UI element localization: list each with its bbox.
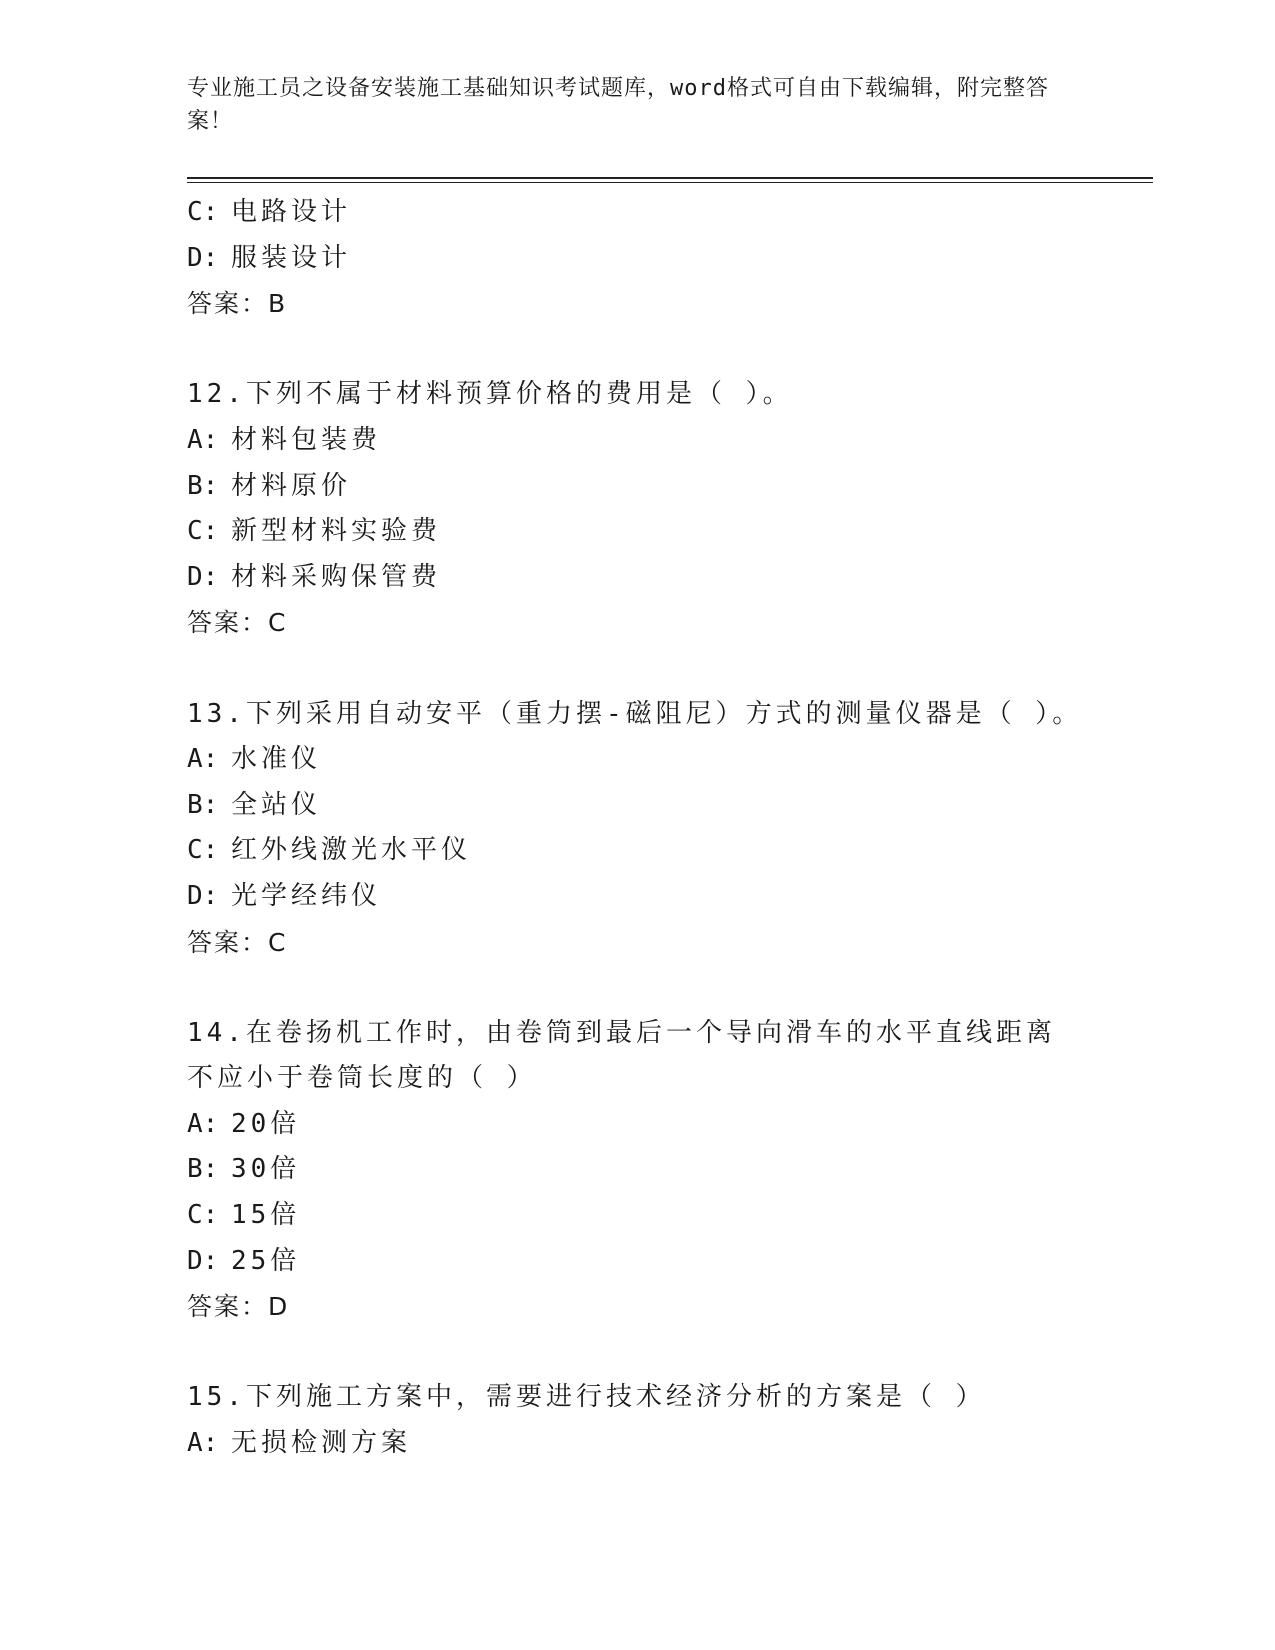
option-line — [187, 1239, 1087, 1285]
option-line — [187, 1193, 1087, 1239]
answer-line: 答案：C — [187, 608, 288, 638]
spacer — [187, 327, 1087, 373]
document-header: 专业施工员之设备安装施工基础知识考试题库，word格式可自由下载编辑，附完整答案！ — [187, 76, 1049, 134]
option-line — [187, 737, 1087, 783]
option-letter: C: — [187, 835, 219, 866]
option-letter: A: — [187, 424, 219, 455]
option-letter: D: — [187, 561, 219, 592]
answer-line: 答案：D — [187, 1292, 290, 1322]
option-text: 材料原价 — [231, 470, 352, 501]
question-stem: 14.在卷扬机工作时，由卷筒到最后一个导向滑车的水平直线距离不应小于卷筒长度的（ ） — [187, 1017, 1056, 1094]
spacer — [187, 646, 1087, 692]
option-letter: B: — [187, 789, 219, 820]
option-text: 25倍 — [231, 1245, 301, 1276]
spacer — [187, 1330, 1087, 1376]
option-letter: D: — [187, 242, 219, 273]
option-line — [187, 236, 1087, 282]
option-text: 15倍 — [231, 1200, 301, 1231]
option-text: 服装设计 — [231, 242, 352, 273]
option-line — [187, 509, 1087, 555]
option-line — [187, 555, 1087, 601]
option-text: 材料包装费 — [231, 424, 382, 455]
header-divider — [187, 177, 1153, 179]
answer-line: 答案：B — [187, 289, 288, 319]
question-list — [187, 190, 1087, 1467]
option-letter: A: — [187, 744, 219, 775]
question-stem: 15.下列施工方案中，需要进行技术经济分析的方案是（ ） — [187, 1382, 986, 1413]
option-text: 新型材料实验费 — [231, 516, 442, 547]
question-stem: 12.下列不属于材料预算价格的费用是（ ）。 — [187, 379, 793, 410]
option-text: 光学经纬仪 — [231, 880, 382, 911]
option-text: 材料采购保管费 — [231, 561, 442, 592]
option-text: 全站仪 — [231, 789, 322, 820]
option-letter: A: — [187, 1108, 219, 1139]
option-text: 水准仪 — [231, 744, 322, 775]
answer-line: 答案：C — [187, 927, 288, 957]
option-letter: A: — [187, 1428, 219, 1459]
option-line — [187, 1102, 1087, 1148]
option-letter: C: — [187, 1200, 219, 1231]
option-letter: D: — [187, 1245, 219, 1276]
option-letter: B: — [187, 1154, 219, 1185]
option-line — [187, 464, 1087, 510]
option-text: 红外线激光水平仪 — [231, 835, 472, 866]
option-text: 电路设计 — [231, 197, 352, 227]
option-letter: D: — [187, 880, 219, 911]
question-stem: 13.下列采用自动安平（重力摆-磁阻尼）方式的测量仪器是（ ）。 — [187, 698, 1083, 729]
spacer — [187, 965, 1087, 1011]
option-line — [187, 1147, 1087, 1193]
option-letter: C: — [187, 197, 219, 227]
header-divider-thin — [187, 182, 1153, 183]
option-letter: B: — [187, 470, 219, 501]
option-letter: C: — [187, 516, 219, 547]
option-line — [187, 828, 1087, 874]
option-text: 无损检测方案 — [231, 1428, 412, 1459]
option-text: 30倍 — [231, 1154, 301, 1185]
option-line — [187, 1421, 1087, 1467]
option-line — [187, 783, 1087, 829]
option-line — [187, 190, 1087, 236]
option-line — [187, 874, 1087, 920]
option-line — [187, 418, 1087, 464]
option-text: 20倍 — [231, 1108, 301, 1139]
